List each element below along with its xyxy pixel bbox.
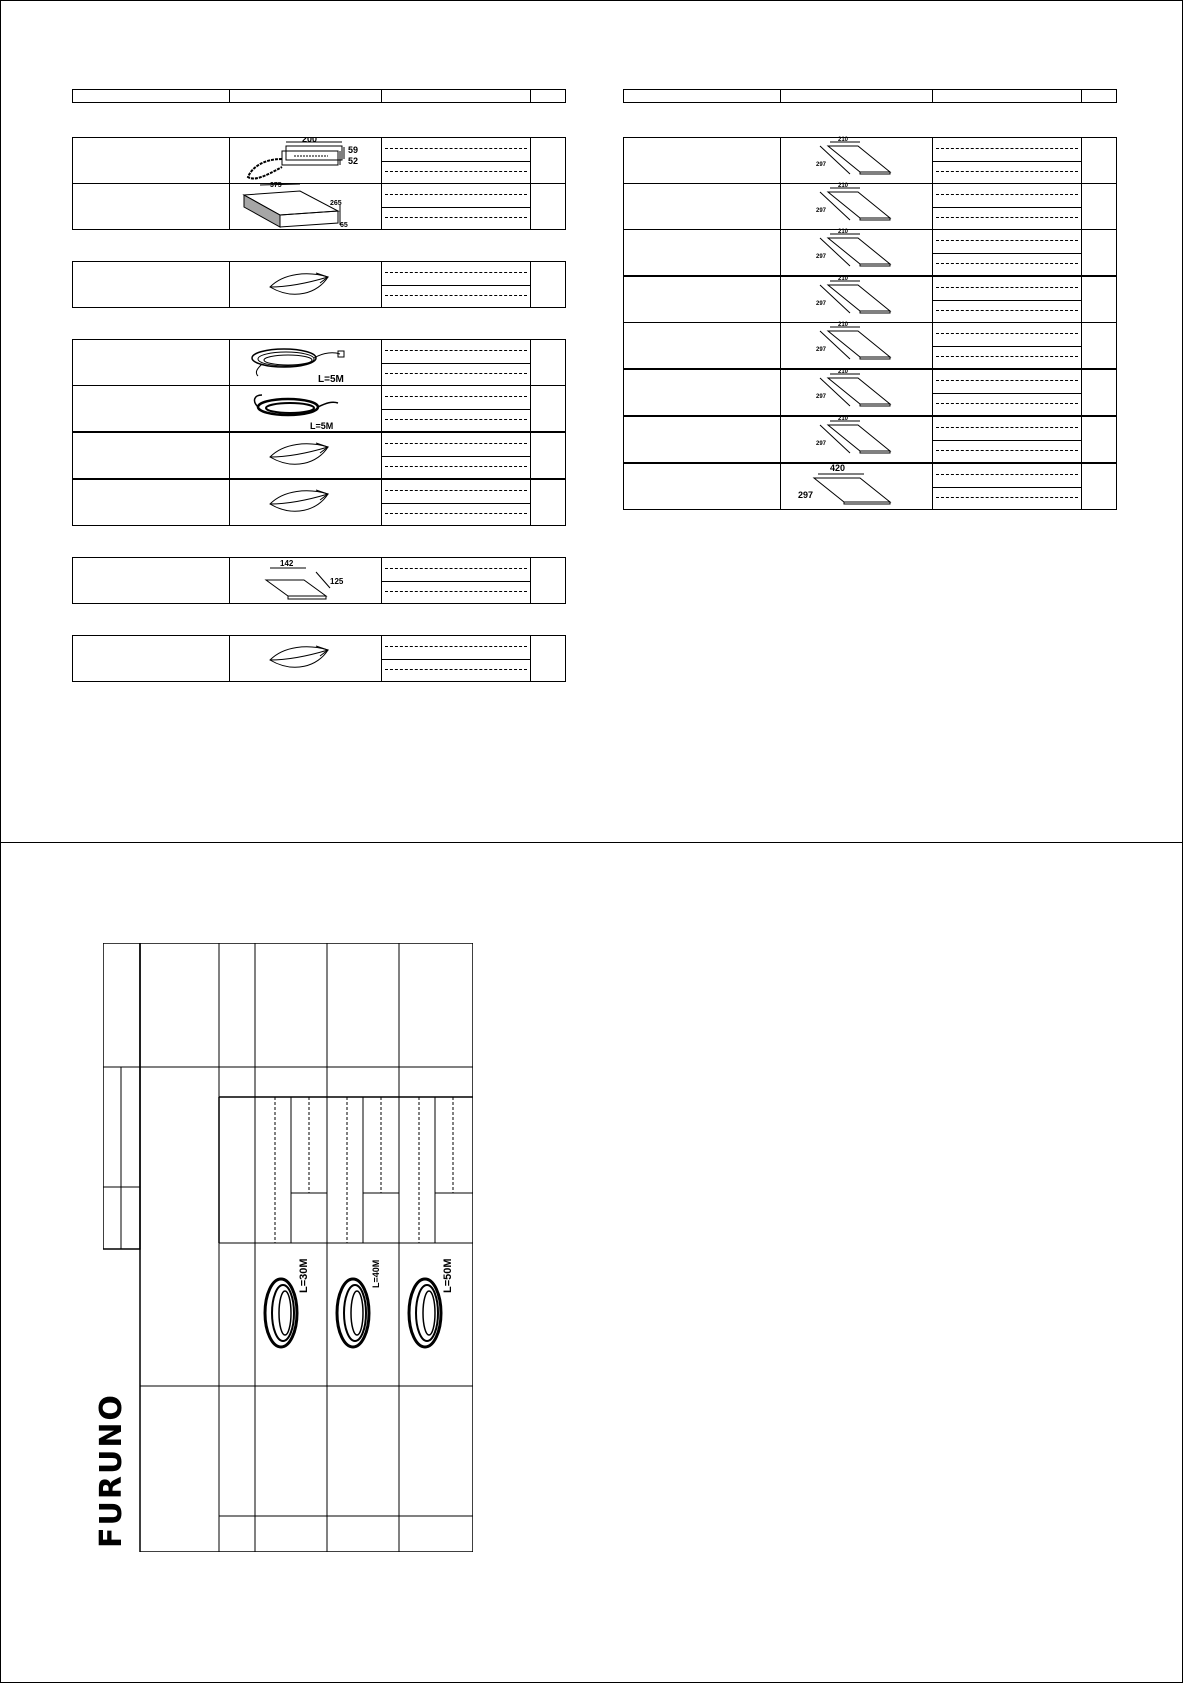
dim-142: 142 [280,559,294,568]
vinyl-bag-illustration [264,482,334,522]
dim-297: 297 [816,254,827,260]
dim-210: 210 [838,369,849,375]
dim-65: 65 [340,222,348,229]
sheet-a3-illustration [794,462,904,510]
sheet-a4-illustration [810,182,900,230]
sheet-a4-illustration [810,321,900,369]
cable-5m-illustration-b [246,385,356,433]
remote-controller-illustration [244,137,384,184]
right-table-header [623,89,1117,103]
dim-210: 210 [838,416,849,422]
cable-length-label: L=30M [298,1258,310,1293]
dim-297: 297 [816,394,827,400]
dim-210: 210 [838,322,849,328]
dim-210: 210 [838,183,849,189]
dim-297: 297 [816,162,827,168]
sheet-a4-illustration [810,275,900,323]
left-table-header [72,89,566,103]
cable-length-label: L=50M [442,1258,454,1293]
dim-265: 265 [330,200,342,207]
dim-210: 210 [838,276,849,282]
sheet-a4-illustration [810,136,900,184]
dim-297: 297 [816,208,827,214]
dim-297: 297 [798,490,814,500]
dim-cable-length: L=5M [318,374,344,385]
dim-59: 59 [348,145,359,155]
card-illustration [262,558,362,602]
dim-297: 297 [816,441,827,447]
dim-297: 297 [816,301,827,307]
vinyl-bag-illustration [264,265,334,305]
dim-125: 125 [330,577,344,586]
cable-options-table [103,943,473,1552]
cable-5m-illustration-a [244,338,364,386]
unit-box-illustration [240,181,350,231]
sheet-a4-illustration [810,415,900,463]
vinyl-bag-illustration [264,435,334,475]
logo-text: FURUNO [95,1393,127,1548]
vinyl-bag-illustration [264,638,334,678]
furuno-logo [95,1340,127,1550]
dim-cable-length: L=5M [310,421,334,431]
dim-297: 297 [816,347,827,353]
dim-210: 210 [838,137,849,143]
dim-200: 200 [302,137,318,144]
cable-coil-30m [265,1258,310,1347]
dim-210: 210 [838,229,849,235]
cable-length-label: L=40M [371,1259,381,1288]
sheet-a4-illustration [810,368,900,416]
cable-coil-50m [409,1258,454,1347]
dim-375: 375 [270,182,282,189]
cable-coil-40m [337,1260,381,1347]
dim-52: 52 [348,156,359,166]
dim-420: 420 [830,463,846,473]
sheet-a4-illustration [810,228,900,276]
page-divider [0,842,1183,843]
